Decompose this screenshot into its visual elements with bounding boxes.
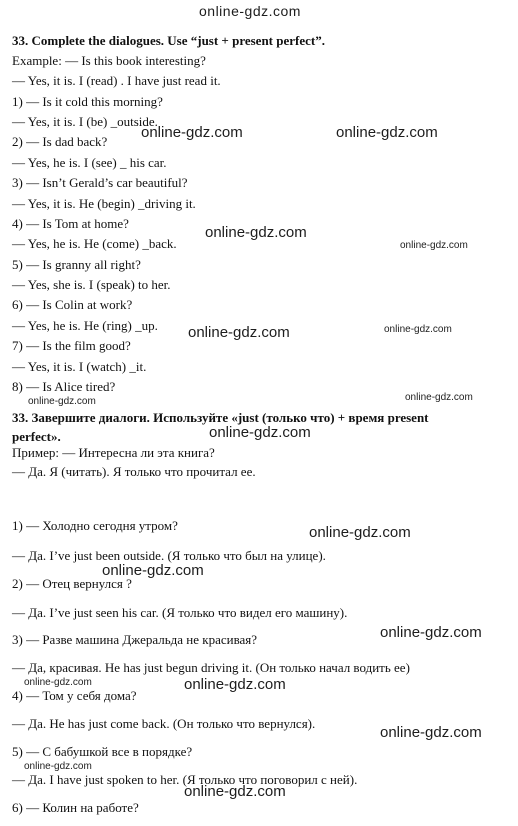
- watermark: online-gdz.com: [209, 424, 311, 441]
- example-question-en: Example: — Is this book interesting?: [12, 53, 206, 68]
- answer-en-7: — Yes, it is. I (watch) _it.: [12, 359, 147, 374]
- watermark: online-gdz.com: [24, 761, 92, 772]
- question-ru-2: 2) — Отец вернулся ?: [12, 576, 132, 591]
- answer-ru-4: — Да. He has just come back. (Он только что вернулся).: [12, 716, 316, 731]
- question-ru-3: 3) — Разве машина Джеральда не красивая?: [12, 632, 258, 647]
- example-question-ru: Пример: — Интересна ли эта книга?: [12, 445, 215, 460]
- question-ru-4: 4) — Том у себя дома?: [12, 688, 137, 703]
- question-en-2: 2) — Is dad back?: [12, 134, 108, 149]
- watermark: online-gdz.com: [309, 524, 411, 541]
- example-answer-en: — Yes, it is. I (read) . I have just read it.: [12, 73, 221, 88]
- watermark: online-gdz.com: [24, 677, 92, 688]
- question-en-8: 8) — Is Alice tired?: [12, 379, 116, 394]
- task-title-en: 33. Complete the dialogues. Use “just + present perfect”.: [12, 33, 325, 48]
- question-en-7: 7) — Is the film good?: [12, 338, 131, 353]
- watermark: online-gdz.com: [184, 676, 286, 693]
- watermark: online-gdz.com: [336, 124, 438, 141]
- watermark: online-gdz.com: [205, 224, 307, 241]
- answer-en-6: — Yes, he is. He (ring) _up.: [12, 318, 158, 333]
- watermark: online-gdz.com: [405, 392, 473, 403]
- watermark: online-gdz.com: [141, 124, 243, 141]
- watermark: online-gdz.com: [380, 624, 482, 641]
- question-ru-1: 1) — Холодно сегодня утром?: [12, 518, 178, 533]
- question-en-4: 4) — Is Tom at home?: [12, 216, 129, 231]
- answer-ru-3: — Да, красивая. He has just begun driving it. (Он только начал водить ее): [12, 660, 410, 675]
- watermark: online-gdz.com: [102, 562, 204, 579]
- watermark: online-gdz.com: [28, 396, 96, 407]
- answer-en-1: — Yes, it is. I (be) _outside.: [12, 114, 158, 129]
- watermark-top: online-gdz.com: [199, 3, 301, 19]
- answer-en-5: — Yes, she is. I (speak) to her.: [12, 277, 171, 292]
- answer-ru-1: — Да. I’ve just been outside. (Я только что был на улице).: [12, 548, 326, 563]
- answer-ru-2: — Да. I’ve just seen his car. (Я только что видел его машину).: [12, 605, 348, 620]
- answer-en-4: — Yes, he is. He (come) _back.: [12, 236, 177, 251]
- question-en-6: 6) — Is Colin at work?: [12, 297, 133, 312]
- watermark: online-gdz.com: [380, 724, 482, 741]
- answer-ru-5: — Да. I have just spoken to her. (Я только что поговорил с ней).: [12, 772, 358, 787]
- question-ru-6: 6) — Колин на работе?: [12, 800, 139, 815]
- question-ru-5: 5) — С бабушкой все в порядке?: [12, 744, 193, 759]
- answer-en-3: — Yes, it is. He (begin) _driving it.: [12, 196, 196, 211]
- watermark: online-gdz.com: [188, 324, 290, 341]
- question-en-3: 3) — Isn’t Gerald’s car beautiful?: [12, 175, 188, 190]
- task-title-ru-line1: 33. Завершите диалоги. Используйте «just (только что) + время present: [12, 410, 429, 425]
- question-en-1: 1) — Is it cold this morning?: [12, 94, 163, 109]
- answer-en-2: — Yes, he is. I (see) _ his car.: [12, 155, 167, 170]
- task-title-ru-line2: perfect».: [12, 429, 61, 444]
- question-en-5: 5) — Is granny all right?: [12, 257, 141, 272]
- example-answer-ru: — Да. Я (читать). Я только что прочитал ее.: [12, 464, 256, 479]
- watermark: online-gdz.com: [400, 240, 468, 251]
- watermark: online-gdz.com: [184, 783, 286, 800]
- watermark: online-gdz.com: [384, 324, 452, 335]
